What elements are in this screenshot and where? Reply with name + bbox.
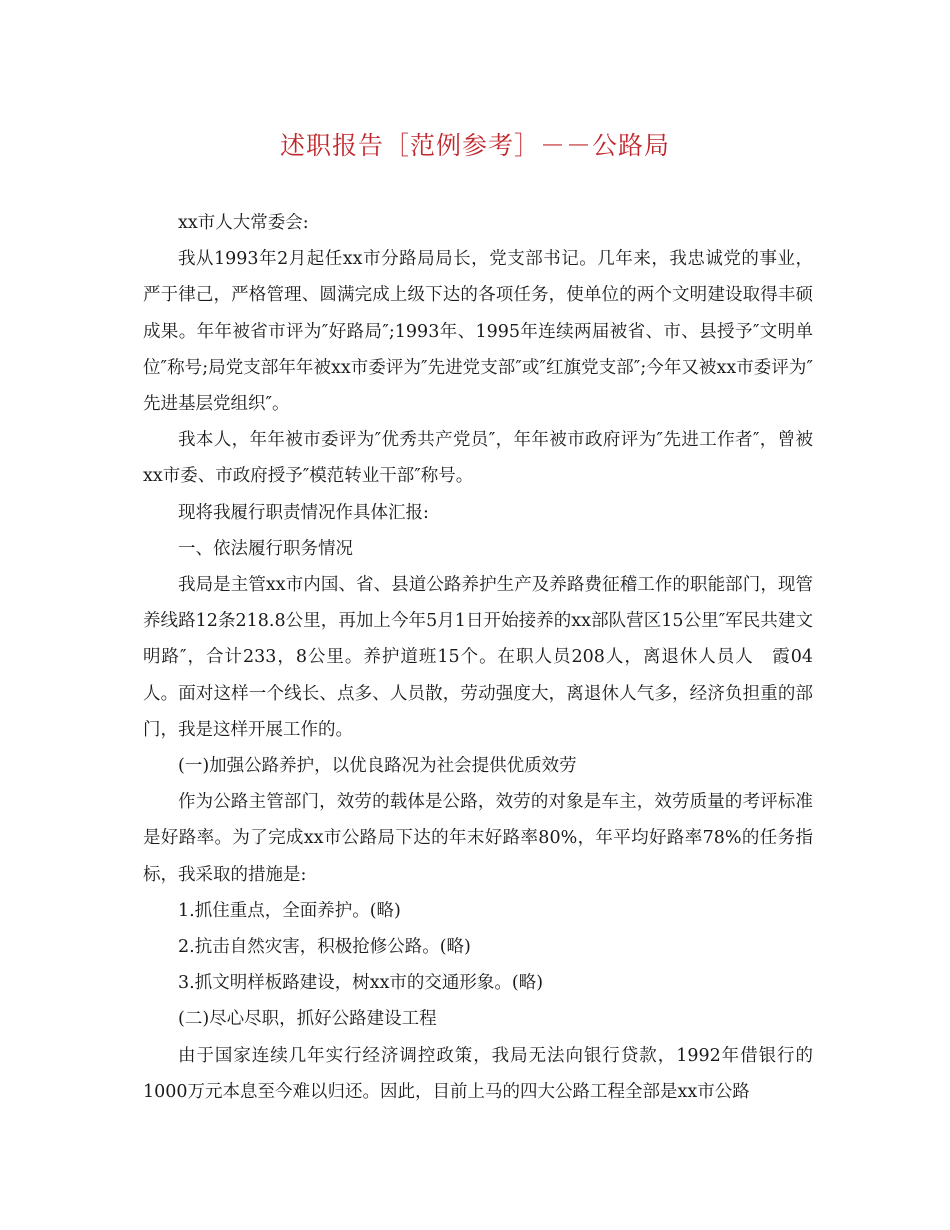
document-title: 述职报告［范例参考］－－公路局 (279, 131, 670, 160)
list-item-2: 2.抗击自然灾害，积极抢修公路。(略) (178, 937, 471, 958)
paragraph-salutation: xx市人大常委会: (178, 213, 309, 233)
paragraph-personal-honors: 我本人，年年被市委评为″优秀共产党员″，年年被市政府评为″先进工作者″，曾被xx市委、市政府授予″模范转业干部″称号。 (143, 430, 813, 487)
paragraph-construction: 由于国家连续几年实行经济调控政策，我局无法向银行贷款，1992年借银行的1000万元本息至今难以归还。因此，目前上马的四大公路工程全部是xx市公路 (143, 1045, 813, 1102)
list-item-1: 1.抓住重点，全面养护。(略) (178, 900, 401, 921)
subsection-heading-1: (一)加强公路养护，以优良路况为社会提供优质效劳 (178, 756, 577, 777)
paragraph-report-lead: 现将我履行职责情况作具体汇报: (178, 502, 429, 523)
paragraph-service-goals: 作为公路主管部门，效劳的载体是公路，效劳的对象是车主，效劳质量的考评标准是好路率。为了完成xx市公路局下达的年末好路率80%，年平均好路率78%的任务指标，我采取的措施是: (143, 792, 813, 885)
paragraph-bureau-overview: 我局是主管xx市内国、省、县道公路养护生产及养路费征稽工作的职能部门，现管养线路12条218.8公里，再加上今年5月1日开始接养的xx部队营区15公里″军民共建文明路″，合计233，8公里。养护道班15个。在职人员208人，离退休人员人 霞04人。面对这样一个线长、点多、人员散，劳动强度大，离退休人气多，经济负担重的部门，我是这样开展工作的。 (143, 575, 813, 740)
paragraph-introduction: 我从1993年2月起任xx市分路局局长，党支部书记。几年来，我忠诚党的事业，严于律己，严格管理、圆满完成上级下达的各项任务，使单位的两个文明建设取得丰硕成果。年年被省市评为″好路局″;1993年、1995年连续两届被省、市、县授予″文明单位″称号;局党支部年年被xx市委评为″先进党支部″或″红旗党支部″;今年又被xx市委评为″先进基层党组织″。 (143, 249, 813, 415)
document-body (143, 205, 813, 1110)
list-item-3: 3.抓文明样板路建设，树xx市的交通形象。(略) (178, 973, 544, 994)
section-heading-1: 一、依法履行职务情况 (178, 538, 353, 559)
subsection-heading-2: (二)尽心尽职，抓好公路建设工程 (178, 1009, 437, 1030)
